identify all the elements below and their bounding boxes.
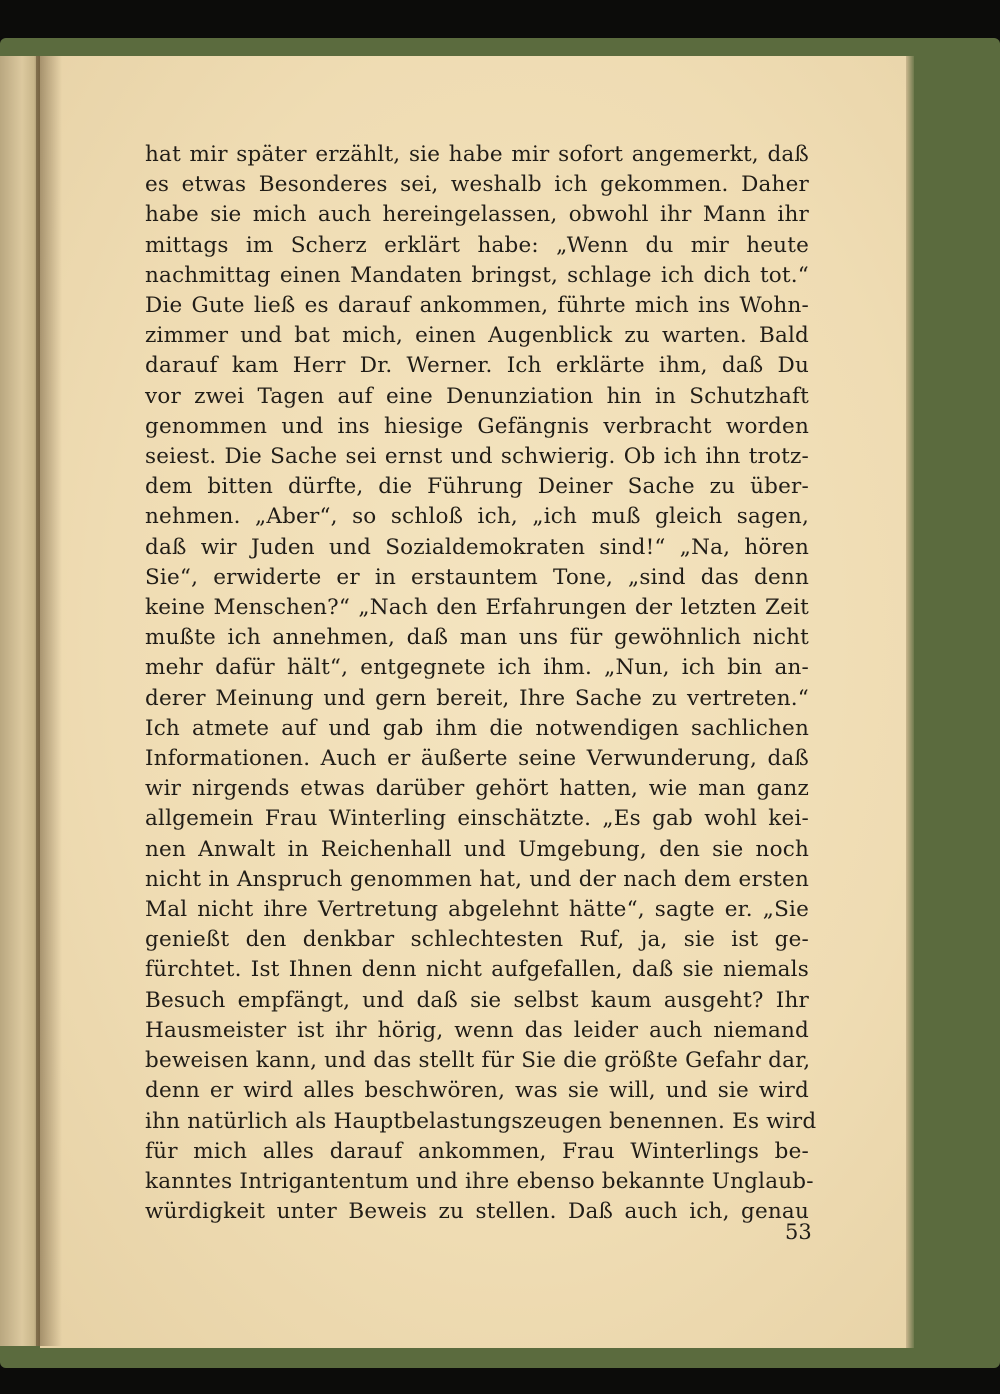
- text-line: keine Menschen?“ „Nach den Erfahrungen der letzten Zeit: [145, 595, 809, 621]
- text-line: allgemein Frau Winterling einschätzte. „Es gab wohl kei-: [145, 806, 809, 832]
- text-line: Die Gute ließ es darauf ankommen, führte mich ins Wohn-: [145, 293, 809, 319]
- text-line: Hausmeister ist ihr hörig, wenn das leider auch niemand: [145, 1017, 809, 1043]
- text-line: nachmittag einen Mandaten bringst, schlage ich dich tot.“: [145, 262, 809, 288]
- text-line: seiest. Die Sache sei ernst und schwierig. Ob ich ihn trotz-: [145, 444, 809, 470]
- text-line: nen Anwalt in Reichenhall und Umgebung, den sie noch: [145, 836, 809, 862]
- book-page: [40, 56, 906, 1348]
- text-line: habe sie mich auch hereingelassen, obwohl ihr Mann ihr: [145, 202, 809, 228]
- right-page-edge: [906, 56, 914, 1348]
- text-line: Besuch empfängt, und daß sie selbst kaum ausgeht? Ihr: [145, 987, 809, 1013]
- text-line: beweisen kann, und das stellt für Sie die größte Gefahr dar,: [145, 1048, 811, 1074]
- text-line: ihn natürlich als Hauptbelastungszeugen benennen. Es wird: [145, 1108, 817, 1134]
- text-line: Informationen. Auch er äußerte seine Verwunderung, daß: [145, 746, 809, 772]
- left-page-edge: [0, 56, 40, 1346]
- text-line: es etwas Besonderes sei, weshalb ich gekommen. Daher: [145, 172, 809, 198]
- text-line: Ich atmete auf und gab ihm die notwendigen sachlichen: [145, 715, 809, 741]
- text-line: nehmen. „Aber“, so schloß ich, „ich muß gleich sagen,: [145, 504, 809, 530]
- text-line: für mich alles darauf ankommen, Frau Winterlings be-: [145, 1138, 809, 1164]
- text-line: Mal nicht ihre Vertretung abgelehnt hätte“, sagte er. „Sie: [145, 897, 809, 923]
- text-line: denn er wird alles beschwören, was sie will, und sie wird: [145, 1078, 809, 1104]
- text-line: mittags im Scherz erklärt habe: „Wenn du mir heute: [145, 232, 809, 258]
- text-line: fürchtet. Ist Ihnen denn nicht aufgefallen, daß sie niemals: [145, 957, 809, 983]
- text-line: Sie“, erwiderte er in erstauntem Tone, „sind das denn: [145, 564, 809, 590]
- text-line: derer Meinung und gern bereit, Ihre Sache zu vertreten.“: [145, 685, 809, 711]
- text-line: mehr dafür hält“, entgegnete ich ihm. „Nun, ich bin an-: [145, 655, 809, 681]
- text-line: hat mir später erzählt, sie habe mir sofort angemerkt, daß: [145, 142, 809, 167]
- gutter-shadow: [36, 56, 62, 1346]
- text-line: wir nirgends etwas darüber gehört hatten, wie man ganz: [145, 776, 809, 802]
- page-number: 53: [785, 1220, 812, 1244]
- text-line: dem bitten dürfte, die Führung Deiner Sache zu über-: [145, 474, 809, 500]
- text-line: genießt den denkbar schlechtesten Ruf, ja, sie ist ge-: [145, 927, 809, 953]
- text-line: kanntes Intrigantentum und ihre ebenso bekannte Unglaub-: [145, 1168, 814, 1194]
- text-line: nicht in Anspruch genommen hat, und der nach dem ersten: [145, 866, 809, 892]
- text-line: vor zwei Tagen auf eine Denunziation hin in Schutzhaft: [145, 383, 809, 409]
- text-line: mußte ich annehmen, daß man uns für gewöhnlich nicht: [145, 625, 809, 651]
- text-line: zimmer und bat mich, einen Augenblick zu warten. Bald: [145, 323, 809, 349]
- text-line: würdigkeit unter Beweis zu stellen. Daß auch ich, genau: [145, 1199, 809, 1225]
- body-text: [145, 140, 817, 1227]
- text-line: genommen und ins hiesige Gefängnis verbracht worden: [145, 413, 809, 439]
- text-line: daß wir Juden und Sozialdemokraten sind!“ „Na, hören: [145, 534, 809, 560]
- text-line: darauf kam Herr Dr. Werner. Ich erklärte ihm, daß Du: [145, 353, 809, 379]
